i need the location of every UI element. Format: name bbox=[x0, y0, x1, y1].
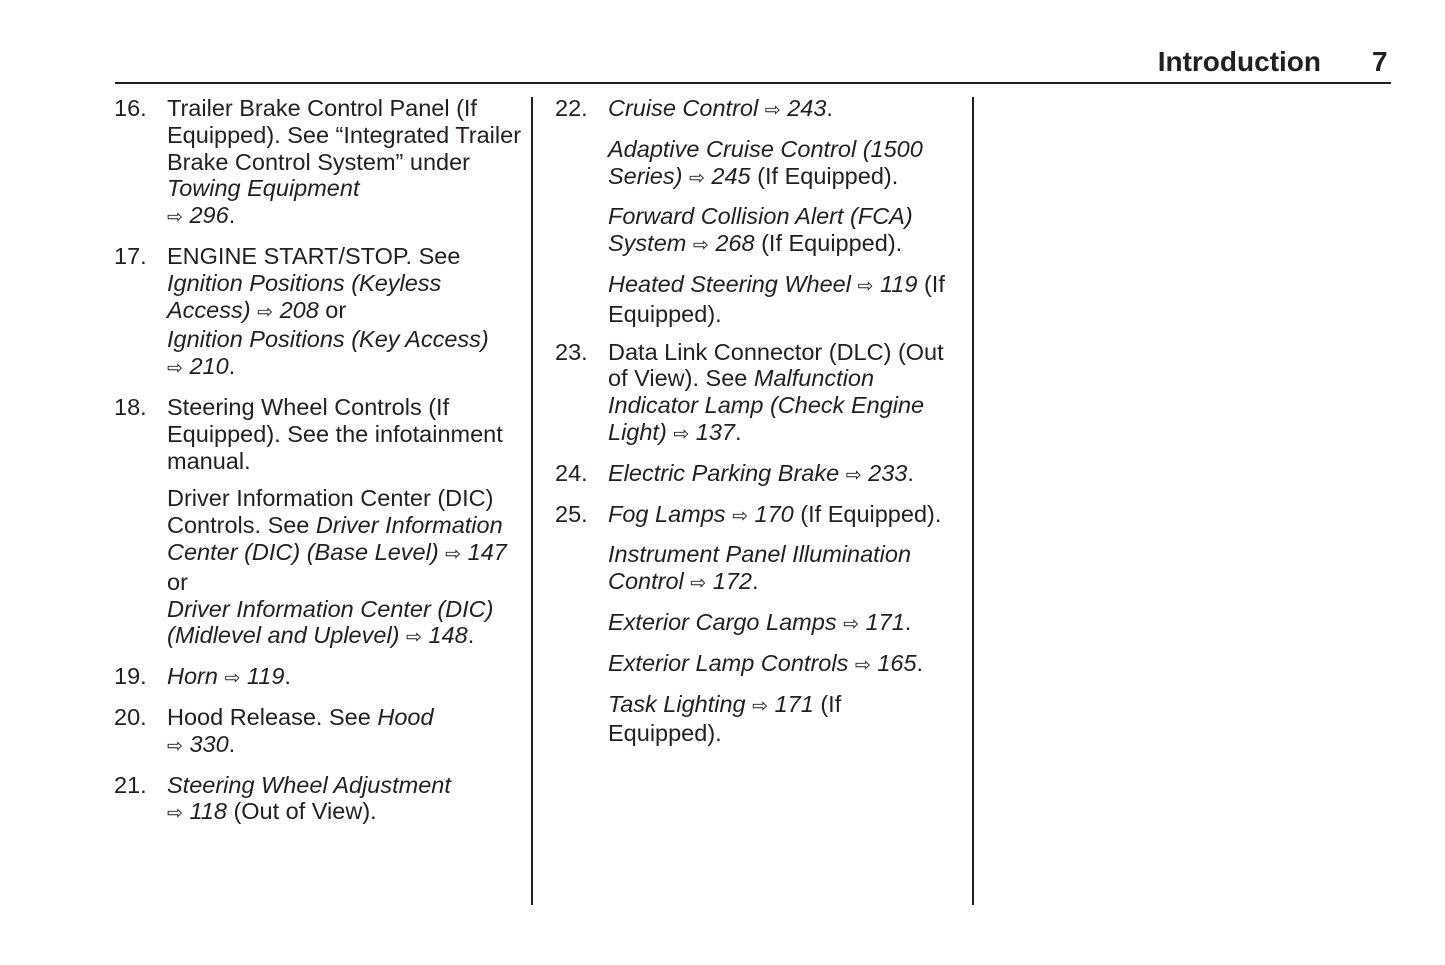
list-item-continuation bbox=[555, 650, 955, 680]
page-reference[interactable]: 208 bbox=[279, 296, 319, 323]
item-text: . bbox=[228, 202, 236, 229]
cross-reference[interactable]: Task Lighting bbox=[608, 690, 746, 717]
item-text: . bbox=[904, 608, 912, 635]
page-arrow-icon: ⇨ bbox=[845, 464, 862, 486]
list-item-continuation bbox=[555, 691, 955, 748]
item-text: . bbox=[228, 730, 236, 757]
cross-reference[interactable]: Hood bbox=[377, 703, 434, 730]
cross-reference[interactable]: Driver Information Center (DIC) (Midlevel and Uplevel) bbox=[167, 595, 494, 649]
item-text: Trailer Brake Control Panel (If Equipped). See “Integrated Trailer Brake Control System” under bbox=[167, 95, 522, 175]
list-item-continuation bbox=[555, 271, 955, 328]
page-arrow-icon: ⇨ bbox=[752, 695, 769, 717]
page-arrow-icon: ⇨ bbox=[688, 167, 705, 189]
item-text: or bbox=[318, 296, 347, 323]
cross-reference[interactable]: Instrument Panel Illumination Control bbox=[608, 541, 912, 595]
item-number: 22. bbox=[555, 95, 588, 121]
item-text: . bbox=[826, 95, 833, 121]
page-arrow-icon: ⇨ bbox=[257, 301, 274, 323]
item-text: . bbox=[916, 649, 924, 676]
item-number: 19. bbox=[114, 663, 147, 690]
page-reference[interactable]: 268 bbox=[715, 230, 755, 257]
list-item bbox=[555, 501, 955, 531]
cross-reference[interactable]: Ignition Positions (Key Access) bbox=[167, 326, 489, 353]
item-text: or bbox=[167, 568, 188, 595]
cross-reference[interactable]: Exterior Lamp Controls bbox=[608, 649, 849, 676]
page-number: 7 bbox=[1372, 46, 1388, 77]
list-item bbox=[555, 339, 955, 449]
list-item-continuation bbox=[555, 609, 955, 639]
item-text: Data Link Connector (DLC) (Out of View). See bbox=[608, 338, 944, 392]
page-reference[interactable]: 172 bbox=[712, 568, 752, 595]
item-text: ENGINE START/STOP. See bbox=[167, 242, 461, 269]
page-reference[interactable]: 243 bbox=[787, 95, 827, 121]
column-divider bbox=[972, 97, 974, 905]
page-reference[interactable]: 233 bbox=[868, 459, 908, 486]
cross-reference[interactable]: Driver Information Center (DIC) (Base Level) bbox=[167, 512, 503, 565]
item-text: Hood Release. See bbox=[167, 703, 378, 730]
item-text: . bbox=[284, 663, 291, 690]
cross-reference[interactable]: Adaptive Cruise Control (1500 Series) bbox=[608, 135, 923, 189]
page-arrow-icon: ⇨ bbox=[167, 207, 183, 229]
column-divider bbox=[531, 97, 533, 905]
item-text: Driver Information Center (DIC) Controls. See bbox=[167, 485, 494, 539]
cross-reference[interactable]: Ignition Positions (Keyless Access) bbox=[167, 269, 442, 323]
list-item bbox=[114, 243, 524, 383]
page-arrow-icon: ⇨ bbox=[843, 613, 860, 635]
page-reference[interactable]: 137 bbox=[695, 418, 735, 445]
item-number: 16. bbox=[114, 95, 147, 121]
list-item-continuation bbox=[555, 203, 955, 260]
item-text: (Out of View). bbox=[226, 798, 377, 825]
item-text: (If Equipped). bbox=[608, 690, 842, 747]
list-item bbox=[555, 95, 955, 125]
item-number: 25. bbox=[555, 500, 588, 527]
item-text: . bbox=[907, 459, 914, 486]
item-number: 18. bbox=[114, 393, 147, 420]
item-number: 24. bbox=[555, 459, 588, 486]
cross-reference[interactable]: Cruise Control bbox=[608, 95, 759, 121]
cross-reference[interactable]: Steering Wheel Adjustment bbox=[167, 771, 451, 798]
page-arrow-icon: ⇨ bbox=[167, 803, 183, 825]
item-number: 20. bbox=[114, 703, 147, 730]
cross-reference[interactable]: Fog Lamps bbox=[608, 500, 726, 527]
item-text: . bbox=[228, 353, 236, 380]
page-reference[interactable]: 296 bbox=[189, 202, 229, 229]
page-arrow-icon: ⇨ bbox=[406, 627, 422, 649]
page-reference[interactable]: 148 bbox=[428, 622, 468, 649]
middle-column bbox=[555, 95, 955, 758]
section-title: Introduction bbox=[1157, 46, 1321, 77]
list-item bbox=[114, 95, 524, 232]
cross-reference[interactable]: Horn bbox=[167, 663, 218, 690]
list-item-continuation bbox=[114, 485, 524, 652]
page-reference[interactable]: 330 bbox=[189, 730, 229, 757]
page-reference[interactable]: 147 bbox=[467, 538, 507, 565]
page-arrow-icon: ⇨ bbox=[764, 100, 781, 121]
list-item-continuation bbox=[555, 541, 955, 598]
page-arrow-icon: ⇨ bbox=[854, 654, 871, 676]
page-arrow-icon: ⇨ bbox=[445, 543, 462, 565]
item-text: (If Equipped). bbox=[793, 500, 942, 527]
page-arrow-icon: ⇨ bbox=[692, 235, 709, 257]
page-arrow-icon: ⇨ bbox=[857, 275, 874, 297]
page-arrow-icon: ⇨ bbox=[167, 735, 183, 757]
page-reference[interactable]: 171 bbox=[865, 608, 905, 635]
item-number: 17. bbox=[114, 242, 147, 269]
page-reference[interactable]: 165 bbox=[877, 649, 917, 676]
cross-reference[interactable]: Exterior Cargo Lamps bbox=[608, 608, 837, 635]
list-item bbox=[555, 460, 955, 490]
page-arrow-icon: ⇨ bbox=[690, 573, 707, 595]
page-arrow-icon: ⇨ bbox=[167, 358, 183, 380]
item-text: (If Equipped). bbox=[608, 270, 945, 327]
item-text: (If Equipped). bbox=[754, 230, 903, 257]
page-reference[interactable]: 171 bbox=[774, 690, 814, 717]
page-reference[interactable]: 245 bbox=[711, 162, 751, 189]
left-column bbox=[114, 95, 524, 839]
cross-reference[interactable]: Heated Steering Wheel bbox=[608, 270, 851, 297]
item-text: . bbox=[751, 568, 759, 595]
item-number: 21. bbox=[114, 771, 147, 798]
list-item bbox=[114, 663, 524, 693]
header-rule bbox=[115, 82, 1391, 84]
cross-reference[interactable]: Forward Collision Alert (FCA) System bbox=[608, 203, 913, 257]
list-item bbox=[114, 394, 524, 474]
page-reference[interactable]: 170 bbox=[754, 500, 794, 527]
list-item-continuation bbox=[555, 136, 955, 193]
page-reference[interactable]: 118 bbox=[189, 798, 227, 825]
page-arrow-icon: ⇨ bbox=[224, 668, 241, 690]
item-text: . bbox=[467, 622, 475, 649]
item-text: (If Equipped). bbox=[750, 162, 899, 189]
item-text: Steering Wheel Controls (If Equipped). See the infotainment manual. bbox=[167, 393, 503, 474]
page-reference[interactable]: 119 bbox=[246, 663, 285, 690]
page-reference[interactable]: 210 bbox=[189, 353, 229, 380]
cross-reference[interactable]: Electric Parking Brake bbox=[608, 459, 840, 486]
item-text: . bbox=[735, 418, 742, 445]
item-number: 23. bbox=[555, 338, 588, 365]
page-arrow-icon: ⇨ bbox=[732, 505, 749, 527]
page-arrow-icon: ⇨ bbox=[673, 423, 690, 445]
cross-reference[interactable]: Malfunction Indicator Lamp (Check Engine Light) bbox=[608, 365, 925, 445]
list-item bbox=[114, 772, 524, 829]
list-item bbox=[114, 704, 524, 761]
cross-reference[interactable]: Towing Equipment bbox=[167, 175, 360, 202]
page-reference[interactable]: 119 bbox=[879, 270, 918, 297]
